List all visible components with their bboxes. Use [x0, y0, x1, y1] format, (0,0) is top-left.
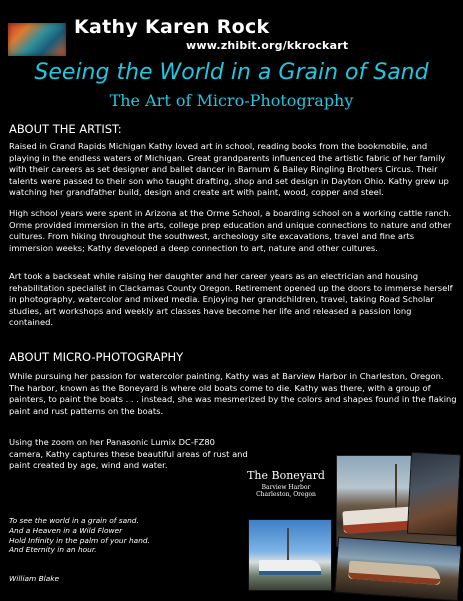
- about-micro-heading: ABOUT MICRO-PHOTOGRAPHY: [9, 350, 184, 364]
- boneyard-card-location: Barview Harbor: [261, 484, 311, 491]
- boat-photo: [407, 452, 461, 537]
- page-subtitle: The Art of Micro-Photography: [109, 91, 354, 110]
- about-micro-paragraph: While pursuing her passion for watercolor painting, Kathy was at Barview Harbor in Charleston, Oregon. The harbor, known as the Boneyard is where old boats come to die. Kathy was there, with a group of painters, to paint the boats . . . instead, she was mesmerized by the colors and shapes found in the flaking paint and rust patterns on the boats.: [9, 371, 457, 416]
- poem-line: And a Heaven in a Wild Flower: [9, 525, 123, 535]
- boat-photo: [334, 537, 462, 601]
- poem-quote: [9, 516, 150, 555]
- poem-line: Hold Infinity in the palm of your hand.: [9, 535, 150, 545]
- boneyard-caption-card: [246, 463, 326, 517]
- artist-thumbnail-image: [8, 23, 66, 56]
- website-url: www.zhibit.org/kkrockart: [186, 39, 349, 52]
- artist-name: Kathy Karen Rock: [74, 16, 270, 38]
- boneyard-card-city: Charleston, Oregon: [256, 491, 316, 498]
- poem-author: William Blake: [9, 574, 60, 583]
- poem-line: And Eternity in an hour.: [9, 545, 97, 555]
- boneyard-card-title: The Boneyard: [247, 469, 325, 482]
- about-micro-paragraph: Using the zoom on her Panasonic Lumix DC-FZ80 camera, Kathy captures these beautiful areas of rust and paint created by age, wind and water.: [9, 437, 248, 470]
- about-artist-heading: ABOUT THE ARTIST:: [9, 122, 122, 136]
- page-title: Seeing the World in a Grain of Sand: [34, 60, 429, 85]
- boat-photo: [248, 519, 332, 591]
- boneyard-photo-collage: [244, 455, 457, 595]
- about-artist-paragraph: Art took a backseat while raising her daughter and her career years as an electrician and housing rehabilitation specialist in Clackamas County Oregon. Retirement opened up the doors to immerse herself in photography, watercolor and mixed media. Enjoying her grandchildren, travel, taking Road Scholar studies, art workshops and weekly art classes have become her life and released a passion long contained.: [9, 271, 453, 327]
- about-artist-paragraph: High school years were spent in Arizona at the Orme School, a boarding school on a working cattle ranch. Orme provided immersion in the arts, college prep education and unique connections to nature and other cultures. From hiking throughout the southwest, archeology site excavations, travel and fine arts immersion weeks; Kathy developed a deep connection to art, nature and other cultures.: [9, 208, 452, 253]
- poem-line: To see the world in a grain of sand.: [9, 516, 139, 525]
- about-artist-paragraph: Raised in Grand Rapids Michigan Kathy loved art in school, reading books from the bookmobile, and playing in the endless waters of Michigan. Great grandparents influenced the artistic fabric of her family with their careers as set designer and ballet dancer in Barnum & Bailey Ringling Brothers Circus. Their talents were passed to their son who taught drafting, shop and set design in Dayton Ohio. Kathy grew up watching her grandfather build, design and create art with paint, wood, copper and steel.: [9, 141, 449, 197]
